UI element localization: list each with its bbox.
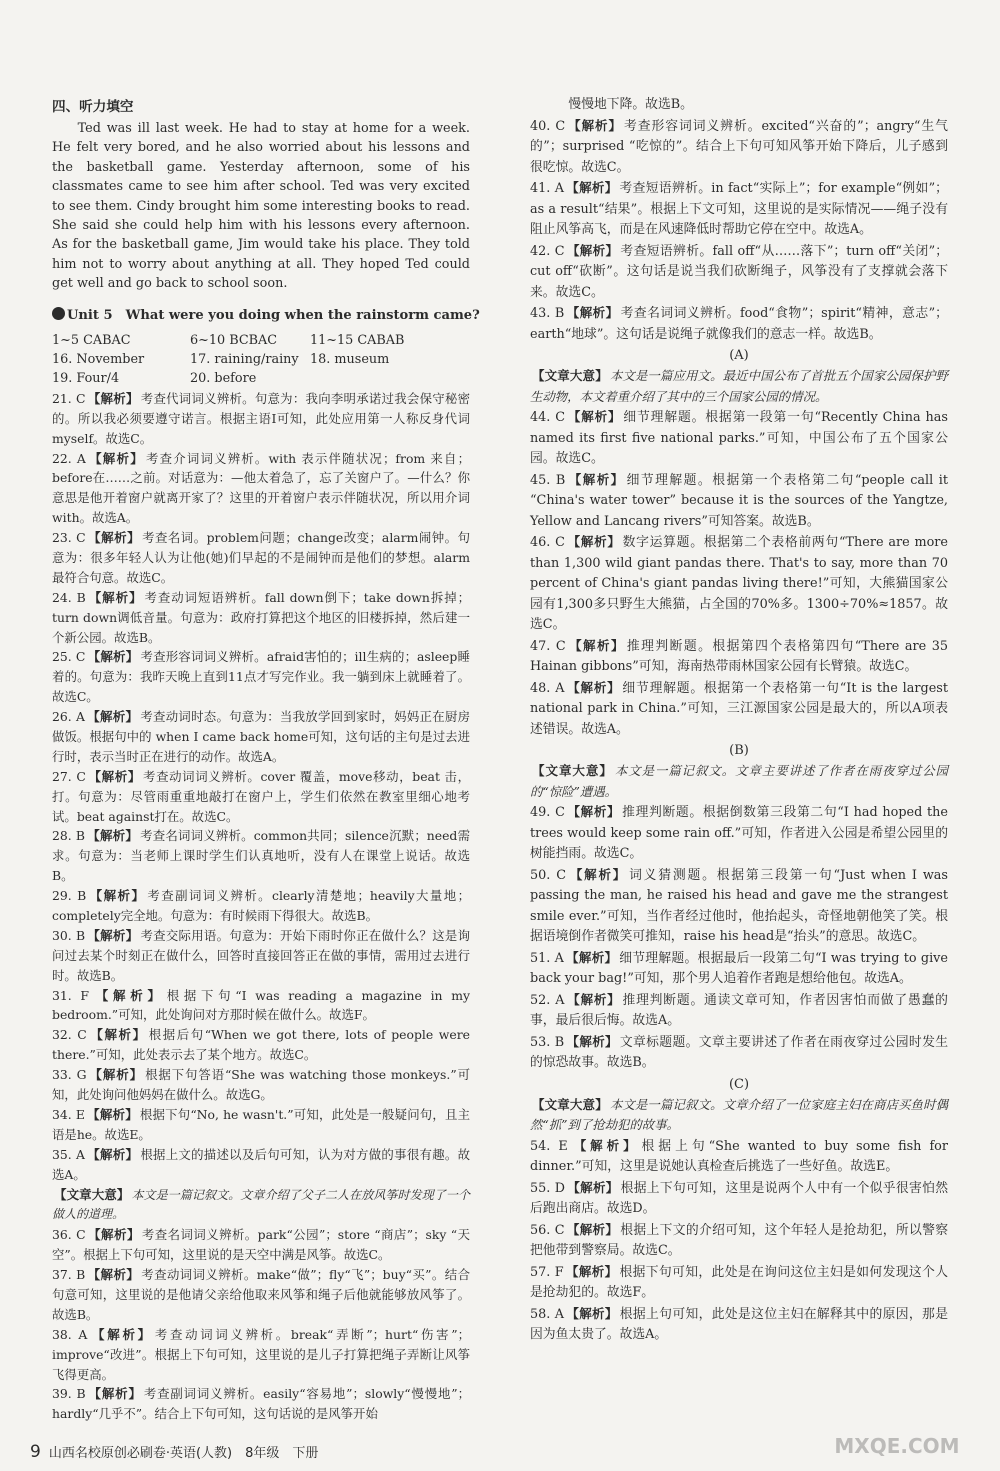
item-text: 考查介词词义辨析。with 表示伴随状况；from 来自；before在……之前。对话意为：—他太着急了，忘了关窗户了。—什么？你意思是他开着窗户就离开家了？这里的开着窗户表示伴随状况，所以用介词 with。故选A。 [52,450,470,526]
item-text: 根据下句可知，此处是在询问这位主妇是如何发现这个人是抢劫犯的。故选F。 [530,1264,948,1300]
summary-b: 【文章大意】 本文是一篇记叙文。文章主要讲述了作者在雨夜穿过公园的“惊险”遭遇。 [530,763,948,799]
item-answer: 42. C [530,243,565,259]
item-tag: 【解析】 [567,409,622,424]
left-explanations-2 [52,1225,470,1424]
item-answer: 55. D [530,1180,565,1196]
item-answer: 40. C [530,118,566,134]
item-answer: 31. F [52,987,90,1003]
item-text: 根据后句“When we got there, lots of people were there.”可知，此处表示去了某个地方。故选C。 [52,1027,470,1063]
item-answer: 28. B [52,828,86,844]
item-answer: 52. A [530,992,565,1008]
item-answer: 39. B [52,1386,86,1402]
item-text: 根据下句“I was reading a magazine in my bedroom.”可知，此处询问对方那时候在做什么。故选F。 [52,987,470,1023]
item-text: 考查交际用语。句意为：开始下雨时你正在做什么？这是询问过去某个时刻正在做什么，回答时直接回答正在做的事情，需用过去进行时。故选B。 [52,927,470,983]
answer-cell: 1~5 CABAC [52,332,131,348]
item-tag: 【解析】 [88,888,146,904]
explanation-item [52,986,470,1026]
item-answer: 25. C [52,649,86,665]
explanation-item [530,1136,948,1178]
item-answer: 46. C [530,535,565,550]
unit-bullet-icon [52,307,65,320]
item-answer: 24. B [52,589,86,605]
item-tag: 【解析】 [568,866,628,882]
item-tag: 【解析】 [87,530,141,546]
item-text: 考查名词词义辨析。food“食物”；spirit“精神，意志”；earth“地球”。这句话是说绳子就像我们的意志一样。故选B。 [530,306,948,342]
item-text: 考查动词词义辨析。break“弄断”；hurt“伤害”；improve“改进”。根据上下句可知，这里说的是儿子打算把绳子弄断让风筝飞得更高。 [52,1326,470,1382]
item-answer: 34. E [52,1106,85,1122]
explanation-item [52,1105,470,1145]
item-tag: 【解析】 [87,589,143,605]
section-a-label: (A) [729,348,749,363]
explanation-item [52,449,470,529]
section-c-label: (C) [728,1076,750,1092]
listening-section-title: 四、听力填空 [52,99,134,115]
item-answer: 36. C [52,1227,86,1243]
item-answer: 33. G [52,1067,87,1083]
item-tag: 【解析】 [86,709,139,725]
item-tag: 【解析】 [86,1106,138,1122]
answer-cell: 6~10 BCBAC [190,332,278,348]
item-tag: 【解析】 [87,1386,142,1402]
item-text: 根据上下文的介绍可知，这个年轻人是抢劫犯，所以警察把他带到警察局。故选C。 [530,1222,948,1258]
answer-cell: 11~15 CABAB [310,332,405,348]
item-tag: 【解析】 [89,1326,153,1342]
explanation-item [52,767,470,827]
item-tag: 【解析】 [87,828,139,844]
item-text: 根据下句答语“She was watching those monkeys.”可知，此处询问他妈妈在做什么。故选G。 [52,1067,470,1103]
explanation-item [530,1262,948,1304]
item-text: 根据上文的描述以及后句可知，认为对方做的事很有趣。故选A。 [52,1146,470,1182]
item-text: 考查名词词义辨析。park“公园”；store “商店”；sky “天空”。根据上下句可知，这里说的是天空中满是风筝。故选C。 [52,1227,470,1263]
item-tag: 【解析】 [87,390,139,406]
item-answer: 53. B [530,1034,565,1050]
explanation-item [530,116,948,179]
watermark-text: MXQE.COM [834,1434,960,1458]
item-answer: 32. C [52,1027,87,1043]
item-text: 数字运算题。根据第二个表格前两句“There are more than 1,300 wild giant pandas there. That's to say, more than 70 percent of China's giant pandas living there!”可知，大熊猫国家公园有1,300多只野生大熊猫，占全国的70%多。1300÷70%≈1857。故选C。 [530,535,948,632]
item-tag: 【解析】 [566,534,621,549]
item-tag: 【解析】 [87,450,144,466]
explanation-item [52,588,470,648]
explanation-item [530,948,948,990]
item-text: 考查动词时态。句意为：当我放学回到家时，妈妈正在厨房做饭。根据句中的 when I came back home可知，这句话的主句是过去进行时，表示当时正在进行的动作。故选A。 [52,709,470,764]
item-tag: 【解析】 [91,987,165,1003]
item-tag: 【解析】 [566,242,619,258]
summary-c: 【文章大意】 本文是一篇记叙文。文章介绍了一位家庭主妇在商店买鱼时偶然“抓”到了抢劫犯的故事。 [530,1096,948,1132]
explanation-item [530,407,948,470]
explanation-item [52,1265,470,1325]
item-tag: 【解析】 [566,804,621,819]
answer-cell: 17. raining/rainy [190,352,299,368]
item-answer: 21. C [52,390,86,406]
item-text: 考查名词。problem问题；change改变；alarm闹钟。句意为：很多年轻人认为让他(她)们早起的不是闹钟而是他们的梦想。alarm最符合句意。故选C。 [52,530,470,585]
item-text: 文章标题题。文章主要讲述了作者在雨夜穿过公园时发生的惊恐故事。故选B。 [530,1034,949,1070]
explanation-item [52,389,470,449]
item-answer: 50. C [530,867,567,883]
explanation-item [530,178,948,241]
item-answer: 37. B [52,1267,86,1283]
explanation-item [52,1225,470,1265]
explanation-item [52,707,470,767]
item-tag: 【解析】 [565,1263,618,1279]
item-answer: 38. A [52,1326,88,1342]
item-answer: 26. A [52,709,85,725]
explanation-item [52,528,470,588]
item-text: 细节理解题。根据第一段第一句“Recently China has named its first five national parks.”可知，中国公布了五个国家公园。故选C。 [530,410,948,466]
item-text: 根据上句可知，此处是这位主妇在解释其中的原因，那是因为鱼太贵了。故选A。 [530,1306,948,1342]
item-text: 根据下句“No, he wasn't.”可知，此处是一般疑问句，且主语是he。故选E。 [52,1106,471,1142]
item-text: 考查形容词词义辨析。afraid害怕的；ill生病的；asleep睡着的。句意为：我昨天晚上直到11点才写完作业。我一躺到床上就睡着了。故选C。 [52,649,470,705]
item-answer: 54. E [530,1138,568,1154]
item-answer: 43. B [530,306,565,321]
answer-cell: 16. November [52,352,145,368]
item-answer: 51. A [530,950,564,966]
item-tag: 【解析】 [567,117,622,133]
answer-cell: 20. before [190,371,257,387]
item-tag: 【解析】 [569,1137,640,1153]
item-text: 词义猜测题。根据第三段第一句“Just when I was passing the man, he raised his head and gave me the strangest smile ever.”可知，当作者经过他时，他抬起头，奇怪地朝他笑了笑。根据语境倒作者微笑可推知，raise his head是“抬头”的意思。故选C。 [530,867,948,944]
explanation-item [52,647,470,707]
item-tag: 【解析】 [566,991,621,1007]
item-answer: 58. A [530,1306,565,1322]
section-a-items [530,407,948,740]
item-tag: 【解析】 [566,1305,618,1321]
item-answer: 49. C [530,805,565,820]
item-tag: 【解析】 [566,1033,618,1049]
item-answer: 27. C [52,768,86,784]
answer-row [52,369,470,388]
item-text: 考查副词词义辨析。clearly清楚地；heavily大量地；completely完全地。句意为：有时候雨下得很大。故选B。 [52,888,470,924]
item-text: 推理判断题。根据第四个表格第四句“There are 35 Hainan gibbons”可知，海南热带雨林国家公园有长臂猿。故选C。 [530,638,948,674]
item-tag: 【解析】 [566,305,619,320]
page-number: 9 [30,1442,41,1462]
item-text: 考查名词词义辨析。common共同；silence沉默；need需求。句意为：当老师上课时学生们认真地听，没有人在课堂上说话。故选B。 [52,828,470,884]
section-b-label: (B) [729,743,749,758]
explanation-item [52,1145,470,1185]
answer-cell: 18. museum [310,352,390,368]
book-title: 山西名校原创必刷卷·英语(人教) 8年级 下册 [48,1446,319,1461]
item-tag: 【解析】 [566,1221,619,1237]
item-text: 细节理解题。根据第一个表格第一句“It is the largest national park in China.”可知，三江源国家公园是最大的，所以A项表述错误。故选A。 [530,680,948,737]
item-tag: 【解析】 [87,768,142,784]
explanation-item [530,1304,948,1346]
item-answer: 45. B [530,472,566,488]
item-tag: 【解析】 [567,637,625,653]
item-tag: 【解析】 [567,1179,619,1195]
section-b-items [530,802,948,1074]
item-text: 慢慢地下降。故选B。 [568,97,693,112]
item-text: 考查短语辨析。in fact“实际上”；for example“例如”；as a result“结果”。根据上下文可知，这里说的是实际情况——绳子没有阻止风筝高飞，而是在风速降低时帮助它停在空中。故选A。 [530,181,948,237]
summary-kite: 【文章大意】 本文是一篇记叙文。文章介绍了父子二人在放风筝时发现了一个做人的道理。 [52,1186,470,1222]
item-text: 考查动词词义辨析。cover 覆盖，move移动，beat 击，打。句意为：尽管雨重重地敲打在窗户上，学生们依然在教室里细心地考试。beat against打在。故选C。 [52,768,470,824]
explanation-item [530,990,948,1032]
item-answer: 56. C [530,1222,565,1238]
item-text: 推理判断题。通读文章可知，作者因害怕而做了愚蠢的事，最后很后悔。故选A。 [530,992,948,1028]
listening-passage: Ted was ill last week. He had to stay at home for a week. He felt very bored, and he also worried about his lessons and the basketball game. Yesterday afternoon, some of his classmates came to see him after school. Ted was very excited to see them. Cindy brought him some interesting books to read. She said she could help him with his lessons every afternoon. As for the basketball game, Jim would take his place. They told him not to worry about anything at all. They hoped Ted could get well and go back to school soon. [52,121,470,292]
explanation-item [52,926,470,986]
left-explanations [52,389,470,1185]
item-tag: 【解析】 [86,1146,139,1162]
item-answer: 57. F [530,1264,564,1280]
item-answer: 41. A [530,181,564,196]
answer-row [52,350,470,369]
item-text: 考查形容词词义辨析。excited“兴奋的”；angry“生气的”；surprised “吃惊的”。结合上下句可知风筝开始下降后，儿子感到很吃惊。故选C。 [530,118,948,175]
item-answer: 44. C [530,410,566,425]
item-tag: 【解析】 [87,927,139,943]
item-text: 考查动词词义辨析。make“做”；fly“飞”；buy“买”。结合句意可知，这里说的是他请父亲给他取来风筝和绳子后他就能够放风筝了。故选B。 [52,1267,470,1322]
item-tag: 【解析】 [565,949,618,965]
explanation-item [530,470,948,533]
item-text: 根据上下句可知，这里是说两个人中有一个似乎很害怕然后跑出商店。故选D。 [530,1180,948,1216]
explanation-item [52,1025,470,1065]
left-column [52,95,480,1424]
answer-cell [310,369,450,388]
answer-row [52,331,470,350]
unit-title: Unit 5 What were you doing when the rainstorm came? [67,307,480,323]
explanation-item [52,886,470,926]
item-answer: 30. B [52,927,86,943]
explanation-item [530,636,948,678]
explanation-item [530,865,948,948]
explanation-item [530,678,948,741]
item-text: 推理判断题。根据倒数第三段第二句“I had hoped the trees would keep some rain off.”可知，作者进入公园是希望公园里的树能挡雨。故选C。 [530,805,948,861]
item-text: 考查代词词义辨析。句意为：我向李明承诺过我会保守秘密的。所以我必须要遵守诺言。根据主语I可知，此处应用第一人称反身代词myself。故选C。 [52,390,470,446]
item-answer: 35. A [52,1146,85,1162]
right-column [530,95,948,1346]
explanation-item [52,1325,470,1385]
item-tag: 【解析】 [87,1227,140,1243]
item-answer: 48. A [530,680,565,696]
item-answer: 22. A [52,450,86,466]
item-tag: 【解析】 [88,1067,144,1083]
item-text: 考查动词短语辨析。fall down倒下；take down拆掉；turn down调低音量。句意为：政府打算把这个地区的旧楼拆掉，然后建一个新公园。故选B。 [52,589,470,645]
answer-key-block [52,331,470,389]
item-text: 细节理解题。根据第一个表格第二句“people call it “China's water tower” because it is the sources of the Yangtze, Yellow and Lancang rivers”可知答案。故选B。 [530,472,948,529]
explanation-item [52,826,470,886]
explanation-item [530,532,948,636]
section-c-items [530,1136,948,1346]
explanation-item [530,95,948,116]
explanation-item [530,303,948,345]
item-tag: 【解析】 [88,1027,147,1043]
right-explanations [530,95,948,345]
item-text: 根据上句“She wanted to buy some fish for dinner.”可知，这里是说她认真检查后挑选了一些好鱼。故选E。 [530,1138,948,1174]
explanation-item [530,1032,948,1074]
explanation-item [52,1384,470,1424]
summary-a: 【文章大意】 本文是一篇应用文。最近中国公布了首批五个国家公园保护野生动物，本文着重介绍了其中的三个国家公园的情况。 [530,368,948,404]
item-tag: 【解析】 [87,1267,140,1283]
explanation-item [530,802,948,865]
item-tag: 【解析】 [567,471,625,487]
item-tag: 【解析】 [566,679,621,695]
item-tag: 【解析】 [87,649,139,665]
page-footer [30,1442,318,1462]
unit-heading [52,304,480,323]
item-answer: 47. C [530,638,566,654]
explanation-item [530,241,948,304]
explanation-item [52,1065,470,1105]
item-answer: 29. B [52,888,87,904]
explanation-item [530,1220,948,1262]
watermark-logo [812,1403,982,1461]
answer-cell: 19. Four/4 [52,371,120,387]
explanation-item [530,1178,948,1220]
item-tag: 【解析】 [565,180,618,195]
item-answer: 23. C [52,530,86,546]
item-text: 考查短语辨析。fall off“从……落下”；turn off“关闭”；cut off“砍断”。这句话是说当我们砍断绳子，风筝没有了支撑就会落下来。故选C。 [530,243,948,300]
item-text: 考查副词词义辨析。easily“容易地”；slowly“慢慢地”；hardly“几乎不”。结合上下句可知，这句话说的是风筝开始 [52,1386,470,1422]
item-text: 细节理解题。根据最后一段第二句“I was trying to give back your bag!”可知，那个男人追着作者跑是想给他包。故选A。 [530,950,948,986]
